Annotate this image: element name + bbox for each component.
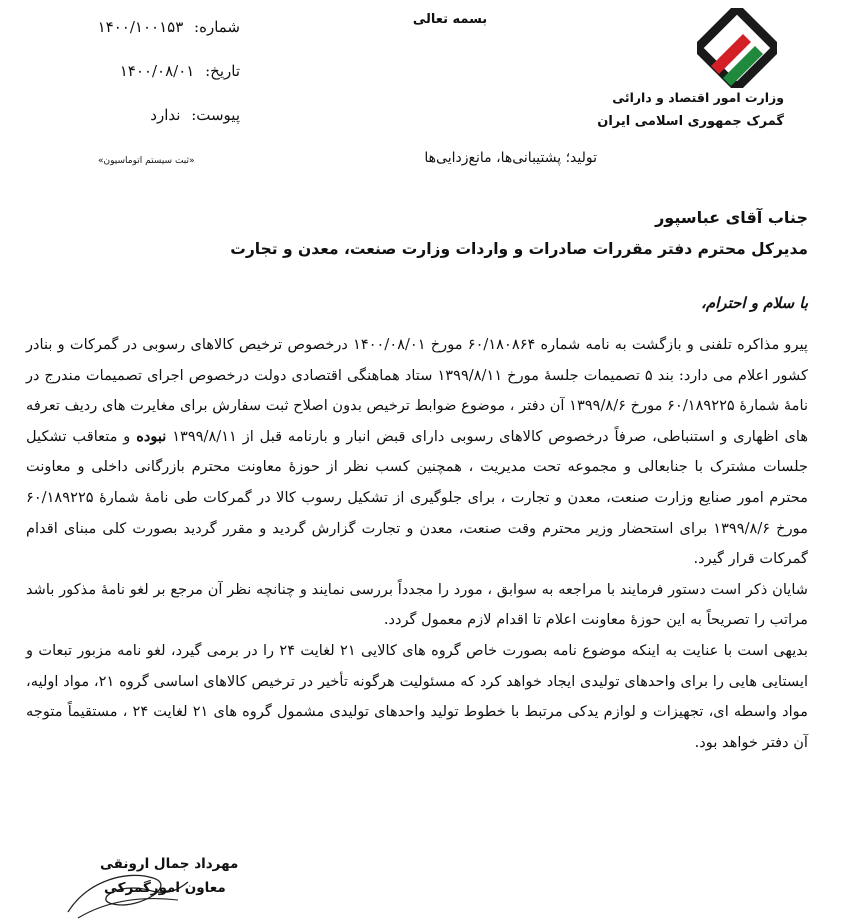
body-paragraph-1 xyxy=(26,330,808,575)
body-paragraph-3: بدیهی است با عنایت به اینکه موضوع نامه بصورت خاص گروه های کالایی ۲۱ لغایت ۲۴ را در برمی گیرد، لغو نامه مزبور تبعات و ایستایی هایی را برای واحدهای تولیدی ایجاد خواهد کرد که مسئولیت هرگونه تأخیر در ترخیص کالاهای اساسی گروه ۲۱، مواد اولیه، مواد واسطه ای، تجهیزات و لوازم یدکی مرتبط با خطوط تولید واحدهای تولیدی مشمول گروه های ۲۱ لغایت ۲۴ ، مستقیماً متوجه آن دفتر خواهد بود. xyxy=(26,641,809,751)
customs-logo-icon xyxy=(697,8,777,88)
ministry-name: وزارت امور اقتصاد و دارائی xyxy=(612,90,784,105)
body-paragraph-1-bold: نبوده xyxy=(136,427,167,445)
body-paragraph-1-part-a: پیرو مذاکره تلفنی و بازگشت به نامه شماره ۶۰/۱۸۰۸۶۴ مورخ ۱۴۰۰/۰۸/۰۱ درخصوص ترخیص کالاهای رسوبی در گمرکات و بنادر کشور اعلام می دارد: بند ۵ تصمیمات جلسهٔ مورخ ۱۳۹۹/۸/۱۱ ستاد هماهنگی اقتصادی دولت درخصوص اجرای تصمیمات مندرج در نامهٔ شمارهٔ ۶۰/۱۸۹۲۲۵ مورخ ۱۳۹۹/۸/۶ آن دفتر ، موضوع ضوابط ترخیص بدون اصلاح ثبت سفارش برای مغایرت های ردیف تعرفه های اظهاری و استنباطی، صرفاً درخصوص کالاهای رسوبی دارای قبض انبار و بارنامه قبل از ۱۳۹۹/۸/۱۱ xyxy=(26,336,809,445)
signatory-name: مهرداد جمال ارونقی xyxy=(100,856,239,872)
body-paragraph-2: شایان ذکر است دستور فرمایند با مراجعه به سوابق ، مورد را مجدداً بررسی نمایند و چنانچه نظر آن مرجع بر لغو نامهٔ مذکور باشد مراتب را تصریحاً به این حوزهٔ معاونت اعلام تا اقدام لازم معمول گردد. xyxy=(26,580,808,629)
signatory-title: معاون امورگمرکی xyxy=(104,880,226,896)
letter-attachment-label: پیوست: xyxy=(191,106,240,124)
automation-note: «ثبت سیستم اتوماسیون» xyxy=(98,156,195,166)
letter-attachment-value: ندارد xyxy=(150,106,181,124)
customs-name: گمرک جمهوری اسلامی ایران xyxy=(597,114,784,129)
letter-date xyxy=(30,62,240,80)
slogan-line: تولید؛ پشتیبانی‌ها، مانع‌زدایی‌ها xyxy=(424,150,597,166)
letter-body xyxy=(26,330,808,758)
recipient-title: مدیرکل محترم دفتر مقررات صادرات و واردات وزارت صنعت، معدن و تجارت xyxy=(230,240,808,258)
letter-number-label: شماره: xyxy=(194,18,240,36)
letter-number-value: ۱۴۰۰/۱۰۰۱۵۳ xyxy=(97,18,184,36)
letter-attachment xyxy=(30,106,240,124)
letter-date-value: ۱۴۰۰/۰۸/۰۱ xyxy=(119,62,195,80)
recipient-name: جناب آقای عباسپور xyxy=(655,208,808,227)
salutation: با سلام و احترام، xyxy=(701,294,808,312)
body-paragraph-1-part-b: و متعاقب تشکیل جلسات مشترک با جنابعالی و مجموعه تحت مدیریت ، همچنین کسب نظر از حوزهٔ معاونت محترم بازرگانی داخلی و معاونت محترم امور صنایع وزارت صنعت، معدن و تجارت ، برای جلوگیری از تشکیل رسوب کالا در گمرکات طی نامهٔ شمارهٔ ۶۰/۱۸۹۲۲۵ مورخ ۱۳۹۹/۸/۶ برای استحضار وزیر محترم وقت صنعت، معدن و تجارت گزارش گردید و مقرر گردید بصورت کلی مبنای اقدام گمرکات قرار گیرد. xyxy=(26,427,809,568)
letter-number xyxy=(30,18,240,36)
bismillah-heading: بسمه تعالی xyxy=(412,12,488,27)
letter-date-label: تاریخ: xyxy=(205,62,240,80)
